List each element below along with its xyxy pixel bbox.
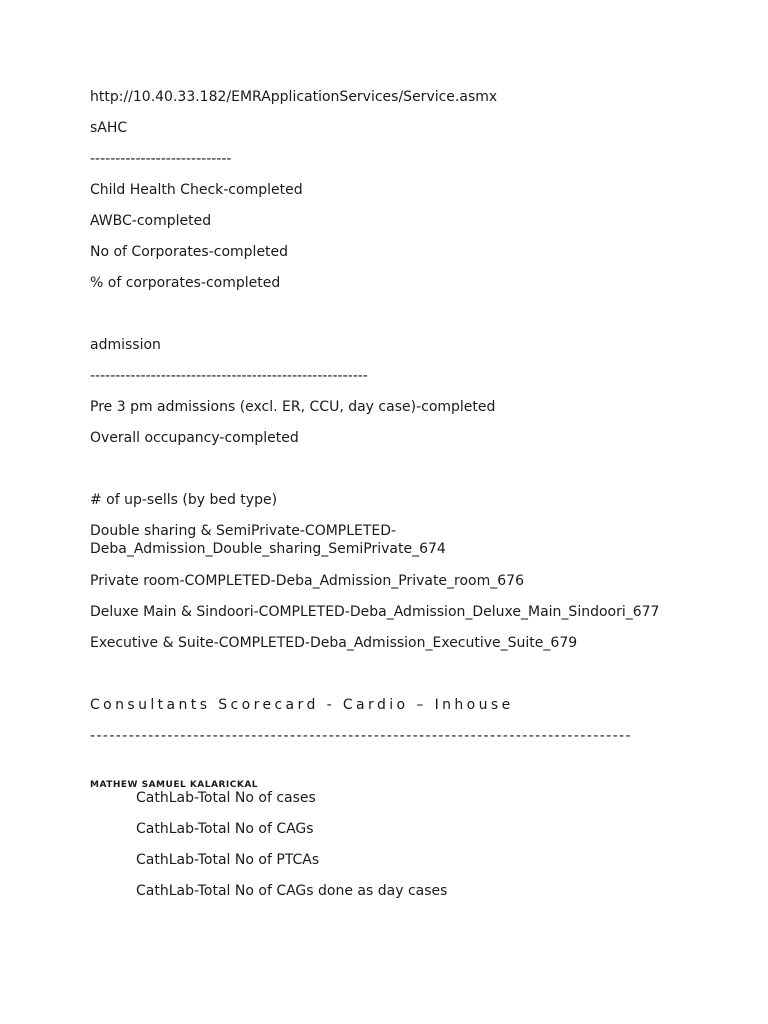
consultants-divider: ------------------------------------------------------------------------------------ (90, 728, 632, 744)
sahc-divider: ---------------------------- (90, 151, 232, 167)
consultant-name: MATHEW SAMUEL KALARICKAL (90, 780, 259, 790)
upsells-item-executive-suite: Executive & Suite-COMPLETED-Deba_Admission_Executive_Suite_679 (90, 635, 578, 651)
cathlab-cags-day-cases: CathLab-Total No of CAGs done as day cases (136, 883, 448, 899)
sahc-heading: sAHC (90, 120, 128, 136)
upsells-item-deluxe-main: Deluxe Main & Sindoori-COMPLETED-Deba_Admission_Deluxe_Main_Sindoori_677 (90, 604, 660, 620)
consultants-heading: Consultants Scorecard - Cardio – Inhouse (90, 697, 514, 713)
sahc-item-child-health-check: Child Health Check-completed (90, 182, 303, 198)
sahc-item-no-of-corporates: No of Corporates-completed (90, 244, 289, 260)
admission-item-overall-occupancy: Overall occupancy-completed (90, 430, 299, 446)
sahc-item-awbc: AWBC-completed (90, 213, 212, 229)
cathlab-total-cases: CathLab-Total No of cases (136, 790, 316, 806)
admission-heading: admission (90, 337, 161, 353)
sahc-item-percent-corporates: % of corporates-completed (90, 275, 281, 291)
upsells-item-private-room: Private room-COMPLETED-Deba_Admission_Private_room_676 (90, 573, 524, 589)
service-url: http://10.40.33.182/EMRApplicationServices/Service.asmx (90, 89, 498, 105)
cathlab-total-ptcas: CathLab-Total No of PTCAs (136, 852, 320, 868)
upsells-heading: # of up-sells (by bed type) (90, 492, 278, 508)
cathlab-total-cags: CathLab-Total No of CAGs (136, 821, 314, 837)
admission-item-pre-3pm: Pre 3 pm admissions (excl. ER, CCU, day case)-completed (90, 399, 496, 415)
admission-divider: ------------------------------------------------------- (90, 368, 368, 384)
upsells-item-double-sharing: Double sharing & SemiPrivate-COMPLETED-Deba_Admission_Double_sharing_SemiPrivate_674 (90, 523, 446, 557)
